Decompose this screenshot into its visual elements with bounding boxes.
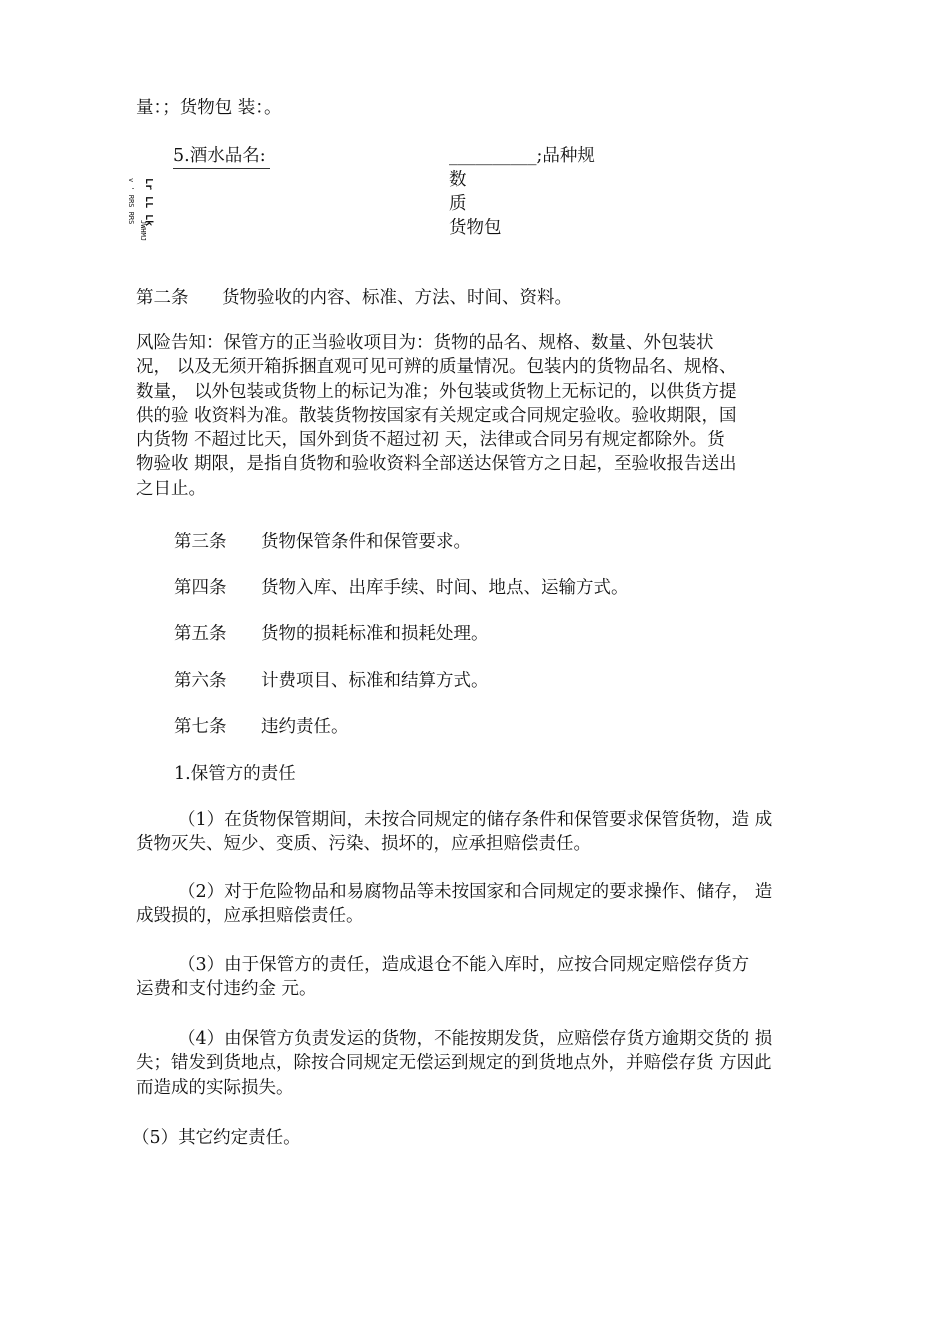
clause-1-line: （1）在货物保管期间，未按合同规定的储存条件和保管要求保管货物，造 成	[178, 810, 773, 830]
clause-3-line: （3）由于保管方的责任，造成退仓不能入库时，应按合同规定赔偿存货方	[178, 955, 750, 975]
article2-number: 第二条	[136, 288, 189, 308]
vertical-mark-3: JWHMJ	[139, 220, 147, 242]
item5-col-line-3: 货物包	[449, 218, 502, 238]
risk-notice-line: 内货物 不超过比天，国外到货不超过初 天，法律或合同另有规定都除外。货	[136, 430, 725, 451]
article5-title: 货物的损耗标准和损耗处理。	[261, 624, 489, 644]
vertical-marks	[127, 176, 154, 246]
article6-number: 第六条	[174, 671, 227, 691]
vertical-mark-2: v ' RRS RRS	[127, 178, 135, 225]
clause-2	[136, 880, 846, 929]
article2-title: 货物验收的内容、标准、方法、时间、资料。	[222, 288, 572, 308]
clause-1	[136, 808, 846, 857]
clause-4-line: （4）由保管方负责发运的货物，不能按期发货，应赔偿存货方逾期交货的 损	[178, 1029, 773, 1049]
item5-col-line-2: 质	[449, 194, 467, 214]
clause-3	[136, 953, 846, 1002]
clause-1-line: 货物灭失、短少、变质、污染、损坏的，应承担赔偿责任。	[136, 834, 591, 855]
risk-notice-line: 之日止。	[136, 478, 206, 499]
clause-5: （5）其它约定责任。	[132, 1128, 301, 1148]
article3-number: 第三条	[174, 532, 227, 552]
risk-notice-line: 况， 以及无须开箱拆捆直观可见可辨的质量情况。包装内的货物品名、规格、	[136, 357, 737, 378]
risk-notice-line: 风险告知：保管方的正当验收项目为：货物的品名、规格、数量、外包装状	[136, 333, 714, 353]
section1-heading: 1.保管方的责任	[174, 764, 296, 784]
item5-label: 5.酒水品名:	[173, 144, 270, 169]
article6-title: 计费项目、标准和结算方式。	[261, 671, 489, 691]
clause-3-line: 运费和支付违约金 元。	[136, 979, 317, 1000]
vertical-mark-1: Lr LL Lk	[143, 178, 154, 227]
risk-notice-line: 物验收 期限，是指自货物和验收资料全部送达保管方之日起，至验收报告送出	[136, 454, 737, 475]
item5-blank: __________	[449, 146, 537, 166]
risk-notice-line: 数量， 以外包装或货物上的标记为准；外包装或货物上无标记的，以供货方提	[136, 381, 737, 402]
item5-col-line-1: 数	[449, 170, 467, 190]
article4-number: 第四条	[174, 578, 227, 598]
clause-4-line: 失；错发到货地点，除按合同规定无偿运到规定的到货地点外，并赔偿存货 方因此	[136, 1053, 772, 1074]
top-line: 量：；货物包 装：。	[136, 98, 282, 118]
clause-4	[136, 1027, 846, 1100]
article5-number: 第五条	[174, 624, 227, 644]
risk-notice	[136, 331, 846, 501]
clause-2-line: 成毁损的，应承担赔偿责任。	[136, 906, 364, 927]
item5-blank-and-suffix	[449, 144, 595, 168]
article7-number: 第七条	[174, 717, 227, 737]
risk-notice-line: 供的验 收资料为准。散装货物按国家有关规定或合同规定验收。验收期限，国	[136, 405, 737, 426]
article3-title: 货物保管条件和保管要求。	[261, 532, 471, 552]
clause-2-line: （2）对于危险物品和易腐物品等未按国家和合同规定的要求操作、储存， 造	[178, 882, 773, 902]
item5-suffix: ;品种规	[536, 146, 595, 166]
clause-4-line: 而造成的实际损失。	[136, 1077, 294, 1098]
article7-title: 违约责任。	[261, 717, 349, 737]
article4-title: 货物入库、出库手续、时间、地点、运输方式。	[261, 578, 629, 598]
